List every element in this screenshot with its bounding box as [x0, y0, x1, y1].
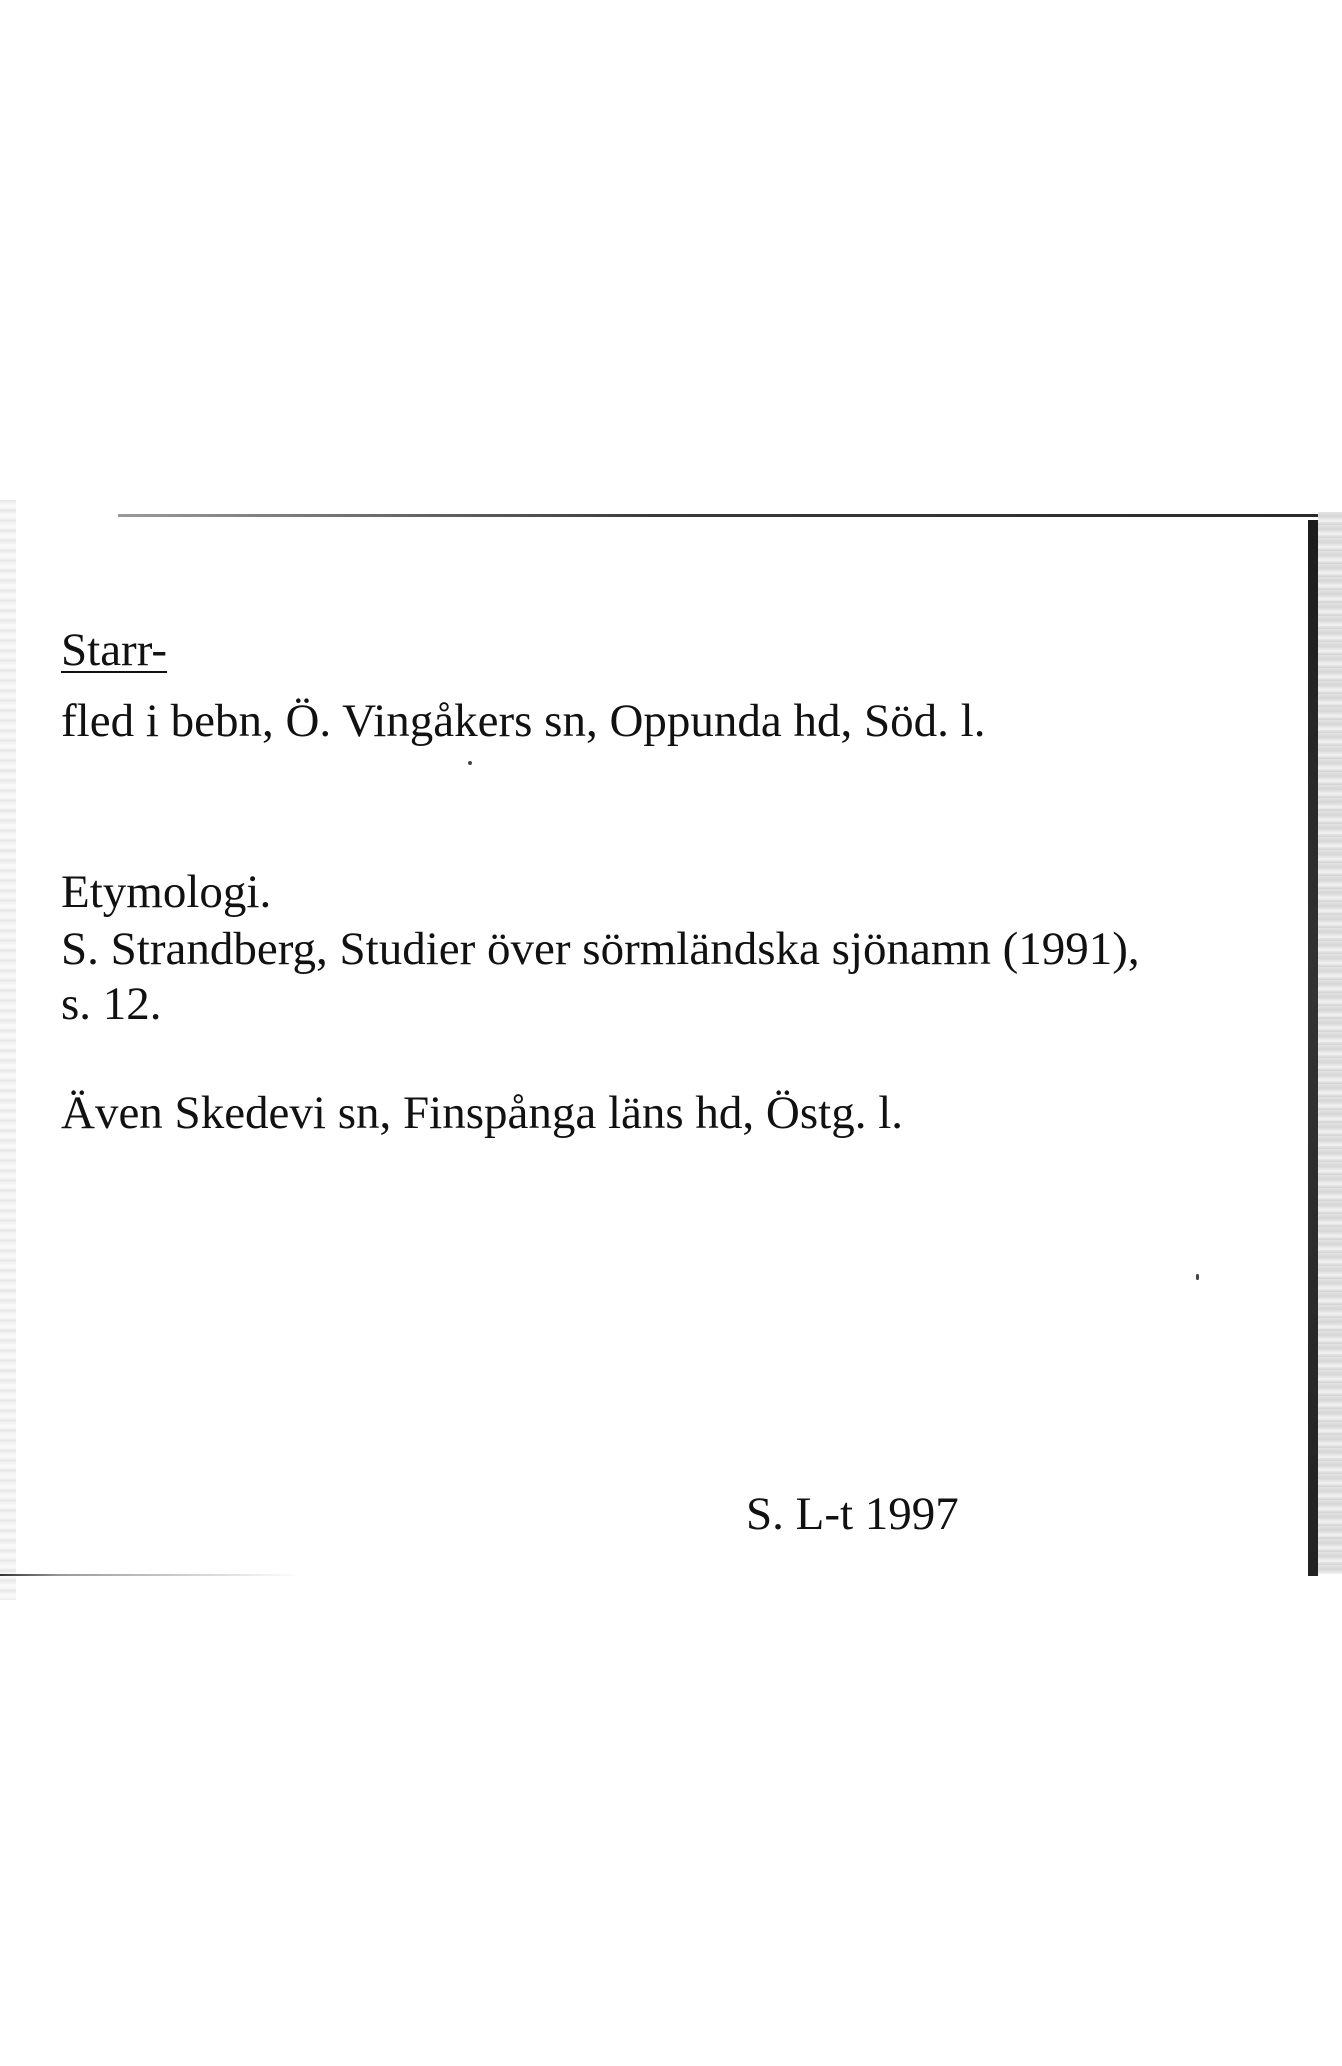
card-bottom-border — [0, 1574, 300, 1576]
etymology-label: Etymologi. — [61, 866, 272, 918]
scan-edge-right — [1318, 512, 1342, 1574]
card-location: fled i bebn, Ö. Vingåkers sn, Oppunda hd, Söd. l. — [61, 695, 986, 747]
speck-mark — [468, 761, 472, 765]
card-headword: Starr- — [61, 624, 168, 676]
card-right-border — [1308, 520, 1318, 1576]
card-top-border — [118, 514, 1318, 517]
also-note: Även Skedevi sn, Finspånga läns hd, Östg. l. — [61, 1087, 904, 1139]
reference-line-2: s. 12. — [61, 978, 162, 1030]
index-card — [0, 514, 1318, 1574]
card-signature: S. L-t 1997 — [746, 1488, 959, 1540]
speck-mark — [1196, 1274, 1199, 1280]
reference-line-1: S. Strandberg, Studier över sörmländska sjönamn (1991), — [61, 923, 1140, 975]
